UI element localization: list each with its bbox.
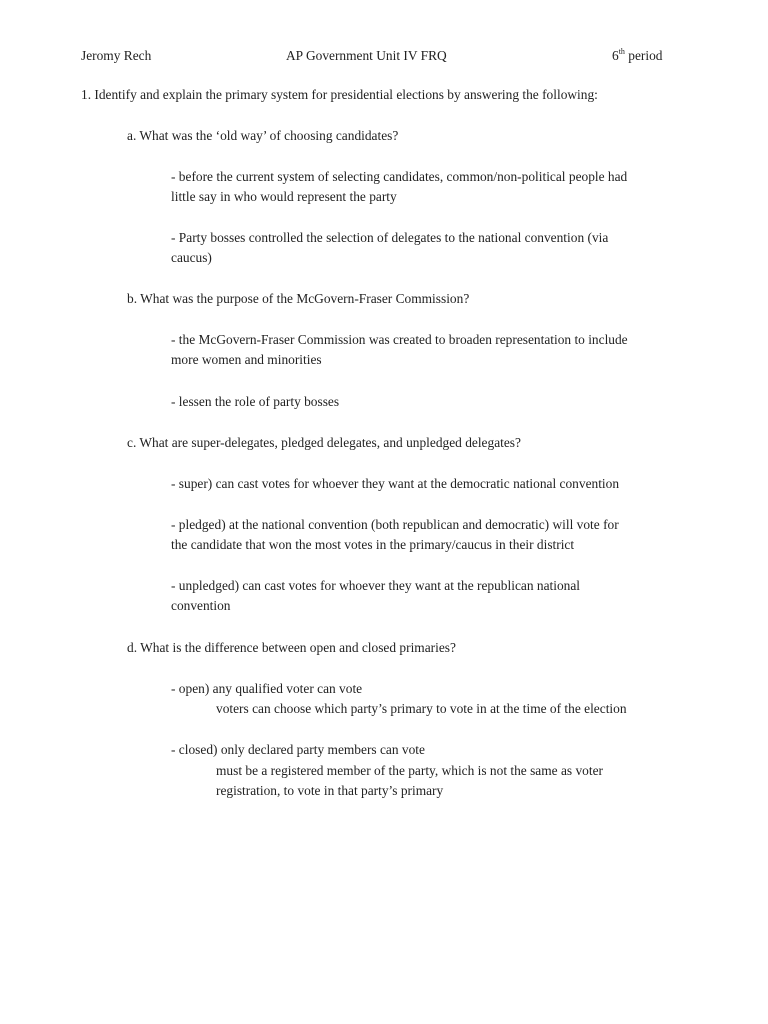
period-word: period: [628, 48, 663, 63]
main-question: 1. Identify and explain the primary system for presidential elections by answering the following:: [81, 87, 598, 102]
part-b-answer-1-line-1: - the McGovern-Fraser Commission was created to broaden representation to include: [171, 332, 628, 347]
part-d-answer-2-line-3: registration, to vote in that party’s primary: [216, 783, 444, 798]
period-number: 6: [612, 48, 619, 63]
part-c-answer-2-line-2: the candidate that won the most votes in the primary/caucus in their district: [171, 537, 575, 552]
part-b-question: b. What was the purpose of the McGovern-Fraser Commission?: [127, 291, 470, 306]
class-period: [612, 46, 663, 66]
part-d-answer-1-line-1: - open) any qualified voter can vote: [171, 681, 363, 696]
document-title: AP Government Unit IV FRQ: [286, 48, 447, 63]
student-name: Jeromy Rech: [81, 48, 152, 63]
part-d-answer-2-line-2: must be a registered member of the party, which is not the same as voter: [216, 763, 603, 778]
part-b-answer-2-line-1: - lessen the role of party bosses: [171, 394, 340, 409]
part-a-answer-1-line-1: - before the current system of selecting candidates, common/non-political people had: [171, 169, 628, 184]
part-a-answer-1-line-2: little say in who would represent the party: [171, 189, 397, 204]
part-c-answer-1-line-1: - super) can cast votes for whoever they want at the democratic national convention: [171, 476, 620, 491]
part-b-answer-1-line-2: more women and minorities: [171, 352, 322, 367]
part-a-answer-2-line-1: - Party bosses controlled the selection of delegates to the national convention (via: [171, 230, 609, 245]
part-d-question: d. What is the difference between open and closed primaries?: [127, 640, 456, 655]
part-c-answer-3-line-2: convention: [171, 598, 231, 613]
part-c-answer-2-line-1: - pledged) at the national convention (both republican and democratic) will vote for: [171, 517, 619, 532]
part-c-answer-3-line-1: - unpledged) can cast votes for whoever they want at the republican national: [171, 578, 581, 593]
part-d-answer-1-line-2: voters can choose which party’s primary to vote in at the time of the election: [216, 701, 627, 716]
period-suffix: th: [618, 47, 625, 56]
part-a-question: a. What was the ‘old way’ of choosing candidates?: [127, 128, 399, 143]
part-c-question: c. What are super-delegates, pledged delegates, and unpledged delegates?: [127, 435, 521, 450]
part-d-answer-2-line-1: - closed) only declared party members can vote: [171, 742, 425, 757]
part-a-answer-2-line-2: caucus): [171, 250, 212, 265]
